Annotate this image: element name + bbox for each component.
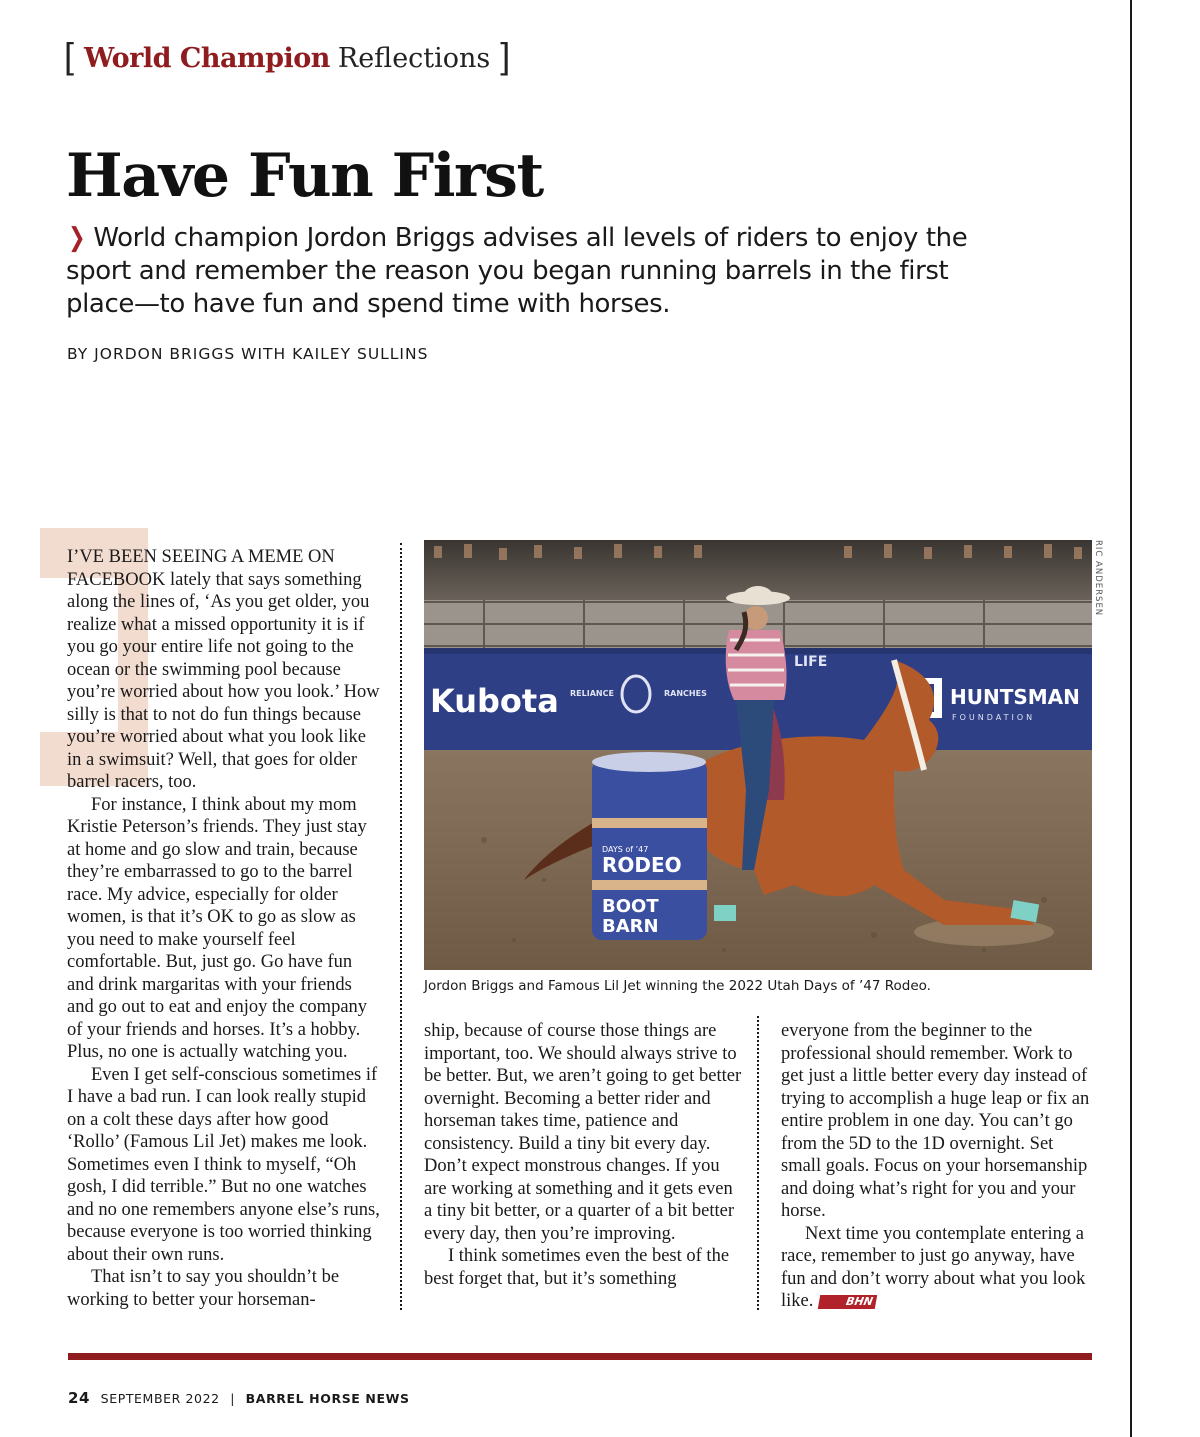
page-footer — [68, 1389, 410, 1407]
open-bracket: [ — [64, 35, 75, 76]
headline: Have Fun First — [66, 141, 543, 211]
paragraph-1-text: lately that says something along the lines of, ‘As you get older, you realize what a missed opportunity it is if you go your entire life not going to the ocean or the swimming pool because you’re worried about how you look.’ How silly is that to not do fun things because you’re worried about what you look like in a swimsuit? Well, that goes for older barrel racers, too. — [67, 569, 380, 792]
publication-name: BARREL HORSE NEWS — [245, 1391, 410, 1406]
huntsman-sign: HUNTSMAN — [950, 685, 1080, 709]
barrel-boot-text: BOOT — [602, 896, 659, 917]
chevron-right-icon: ❯ — [68, 223, 86, 253]
photo-illustration — [424, 540, 1092, 970]
reliance-sign: RELIANCE — [570, 689, 614, 698]
photo-caption: Jordon Briggs and Famous Lil Jet winning the 2022 Utah Days of ’47 Rodeo. — [424, 978, 931, 994]
life-sign: LIFE — [794, 654, 828, 670]
closing-text: Next time you contemplate entering a race, remember to just go anyway, have fun and don’t worry about what you look like. — [781, 1223, 1086, 1311]
paragraph-3: Even I get self-conscious sometimes if I have a bad run. I can look really stupid on a colt these days after how good ‘Rollo’ (Famous Lil Jet) makes me look. Sometimes even I think to myself, “Oh gosh, I did terrible.” But no one watches and no one remembers anyone else’s runs, because everyone is too worried thinking about their own runs. — [67, 1064, 380, 1265]
footer-divider: | — [230, 1391, 236, 1406]
deck — [66, 222, 996, 321]
byline: BY JORDON BRIGGS WITH KAILEY SULLINS — [67, 345, 429, 363]
paragraph-7: everyone from the beginner to the professional should remember. Work to get just a little better every day instead of trying to accomplish a huge leap or fix an entire problem in one day. You can’t go from the 5D to the 1D overnight. Set small goals. Focus on your horsemanship and doing what’s right for you and your horse. — [781, 1021, 1090, 1221]
column-divider-2 — [757, 1016, 759, 1310]
foundation-sign: FOUNDATION — [952, 713, 1036, 722]
page-edge-rule — [1130, 0, 1132, 1437]
footer-rule — [68, 1353, 1092, 1360]
bhn-end-mark: BHN — [818, 1295, 877, 1309]
article-column-2 — [424, 1020, 744, 1290]
column-divider — [400, 543, 402, 1310]
department-section: Reflections — [337, 42, 491, 74]
paragraph-4: That isn’t to say you shouldn’t be working to better your horseman- — [67, 1267, 340, 1310]
paragraph-2: For instance, I think about my mom Kristie Peterson’s friends. They just stay at home and go slow and train, because they’re embarrassed to go to the barrel race. My advice, especially for older women, is that it’s OK to go as slow as you need to make yourself feel comfortable. But, just go. Go have fun and drink margaritas with your friends and go out to eat and enjoy the company of your friends and horses. It’s a hobby. Plus, no one is actually watching you. — [67, 794, 368, 1062]
rodeo-photo — [424, 540, 1092, 970]
paragraph-8 — [781, 1223, 1093, 1313]
photo-credit: RIC ANDERSEN — [1093, 540, 1103, 617]
department-name: World Champion — [84, 42, 330, 74]
paragraph-5: ship, because of course those things are important, too. We should always strive to be better. But, we aren’t going to get better overnight. Becoming a better rider and horseman takes time, patience and consistency. Build a tiny bit every day. Don’t expect monstrous changes. If you are working at something and it gets even a tiny bit better, or a quarter of a bit better every day, then you’re improving. — [424, 1021, 742, 1244]
page-number: 24 — [68, 1389, 91, 1407]
paragraph-6: I think sometimes even the best of the best forget that, but it’s something — [424, 1246, 730, 1289]
kubota-sign: Kubota — [430, 682, 559, 720]
ranches-sign: RANCHES — [664, 689, 707, 698]
barrel-barn-text: BARN — [602, 916, 659, 937]
article-column-1 — [67, 546, 383, 1311]
paragraph-1 — [67, 546, 383, 794]
deck-text: World champion Jordon Briggs advises all levels of riders to enjoy the sport and remember the reason you began running barrels in the first place—to have fun and spend time with horses. — [66, 223, 968, 319]
lead-in: I’VE BEEN SEEING A MEME ON FACEBOOK — [67, 547, 335, 590]
barrel-rodeo-text: RODEO — [602, 853, 682, 877]
article-column-3 — [781, 1020, 1093, 1313]
department-label — [64, 35, 511, 78]
close-bracket: ] — [500, 35, 511, 76]
barrel-days-text: DAYS of ’47 — [602, 845, 649, 854]
issue-date: SEPTEMBER 2022 — [100, 1391, 220, 1406]
